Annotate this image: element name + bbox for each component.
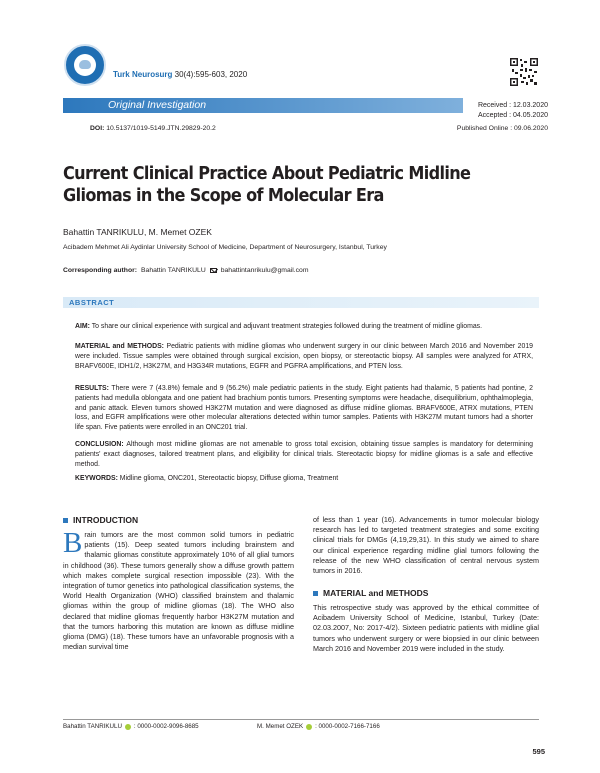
- affiliation: Acibadem Mehmet Ali Aydinlar University School of Medicine, Department of Neurosurgery, Istanbul, Turkey: [63, 244, 387, 251]
- qr-code-icon: [510, 58, 538, 86]
- article-title: Current Clinical Practice About Pediatric Midline Gliomas in the Scope of Molecular Era: [63, 164, 471, 206]
- abstract-methods: MATERIAL and METHODS: Pediatric patients with midline gliomas who underwent surgery in our clinic between March 2016 and November 2019 were included. Tissue samples were obtained through surgical excision, open biopsy, or stereotactic biopsy. All samples were analyzed for ATRX, BRAFV600E, IDH1/2, H3K27M, and H3G34R mutations, EGFR and PGFRA amplifications, and PTEN loss.: [75, 343, 533, 370]
- abstract-heading-bar: ABSTRACT: [63, 297, 539, 308]
- orcid-author-2: M. Memet OZEK : 0000-0002-7166-7166: [257, 723, 380, 730]
- doi-line: DOI: 10.5137/1019-5149.JTN.29829-20.2: [90, 125, 216, 132]
- corresponding-author: Corresponding author: Bahattin TANRIKULU bahattintanrikulu@gmail.com: [63, 267, 309, 274]
- journal-citation: Turk Neurosurg 30(4):595-603, 2020: [113, 70, 248, 79]
- brain-icon: [74, 54, 96, 76]
- author-list: Bahattin TANRIKULU, M. Memet OZEK: [63, 227, 212, 237]
- drop-cap: B: [63, 527, 83, 559]
- abstract-results: RESULTS: There were 7 (43.8%) female and 9 (56.2%) male pediatric patients in the study. Eight patients had thalamic, 5 patients had pontine, 2 patients had medulla oblongata and one patient had brachium pontis tumors. Presenting symptoms were headache, disequilibrium, ophthalmoplegia, and panic attack. Eleven tumors showed H3K27M mutation and were diagnosed as diffuse midline gliomas. BRAFV600E, ATRX mutations, PTEN loss, and EGFR amplifications were other molecular alterations detected within tumor samples. Patients with H3K27M mutant tumors had a shorter life span. Five patients were enrolled in an ONC201 trial.: [75, 385, 533, 432]
- abstract-aim: AIM: To share our clinical experience with surgical and adjuvant treatment strategies followed during the treatment of midline gliomas.: [75, 323, 483, 330]
- section-square-icon: [63, 518, 68, 523]
- published-online-date: Published Online : 09.06.2020: [456, 125, 548, 132]
- section-square-icon: [313, 591, 318, 596]
- abstract-keywords: KEYWORDS: Midline glioma, ONC201, Stereotactic biopsy, Diffuse glioma, Treatment: [75, 475, 339, 482]
- abstract-conclusion: CONCLUSION: Although most midline gliomas are not amenable to gross total excision, obtaining tissue samples is mandatory for determining patients' exact diagnoses, tailored treatment plans, and eligibility for clinical trials. Stereotactic biopsy for midline gliomas is a safe and effective method.: [75, 441, 533, 468]
- methods-text: This retrospective study was approved by the ethical committee of Acibadem University School of Medicine, Istanbul, Turkey (Date: 02.03.2007, No: 2017-4/2). Sixteen pediatric patients with midline glial tumors who underwent surgery or were biopsied in our clinic between March 2016 and November 2019 were included in the study.: [313, 603, 539, 653]
- introduction-right-column: of less than 1 year (16). Advancements in tumor molecular biology research has led to targeted treatment strategies and some exciting clinical trials for DMGs (4,19,29,31). In this study we aimed to share our clinical experience regarding midline glial tumors following the release of the new WHO classification of central nervous system tumors in 2016.: [313, 515, 539, 576]
- corresponding-email[interactable]: bahattintanrikulu@gmail.com: [220, 267, 309, 274]
- journal-logo: [64, 44, 106, 86]
- methods-heading: MATERIAL and METHODS: [313, 588, 428, 598]
- footer-divider: [63, 719, 539, 720]
- orcid-icon: [306, 724, 312, 730]
- introduction-left-column: Brain tumors are the most common solid tumors in pediatric patients (15). Deep seated tumors including brainstem and thalamic gliomas constitute approximately 10% of all glial tumors in childhood (36). These tumors generally show a diffuse growth pattern which makes complete surgical resection impossible (23). With the integration of tumor genetics into pathological classification systems, the World Health Organization (WHO) classified brainstem and thalamic gliomas within the group of midline gliomas (18). The WHO also declared that midline gliomas frequently harbor H3K27M mutation and that the tumors harboring this mutation are known as diffuse midline glioma (DMG) (18). These tumors have an unfavorable prognosis with a median survival time: [63, 527, 294, 652]
- orcid-icon: [125, 724, 131, 730]
- received-accepted-dates: Received : 12.03.2020 Accepted : 04.05.2020: [477, 102, 548, 119]
- introduction-heading: INTRODUCTION: [63, 515, 138, 525]
- article-type-band: Original Investigation: [63, 98, 463, 113]
- abstract-box: [63, 310, 539, 492]
- page-number: 595: [532, 747, 545, 756]
- envelope-icon: [210, 268, 217, 273]
- orcid-author-1: Bahattin TANRIKULU : 0000-0002-9096-8685: [63, 723, 199, 730]
